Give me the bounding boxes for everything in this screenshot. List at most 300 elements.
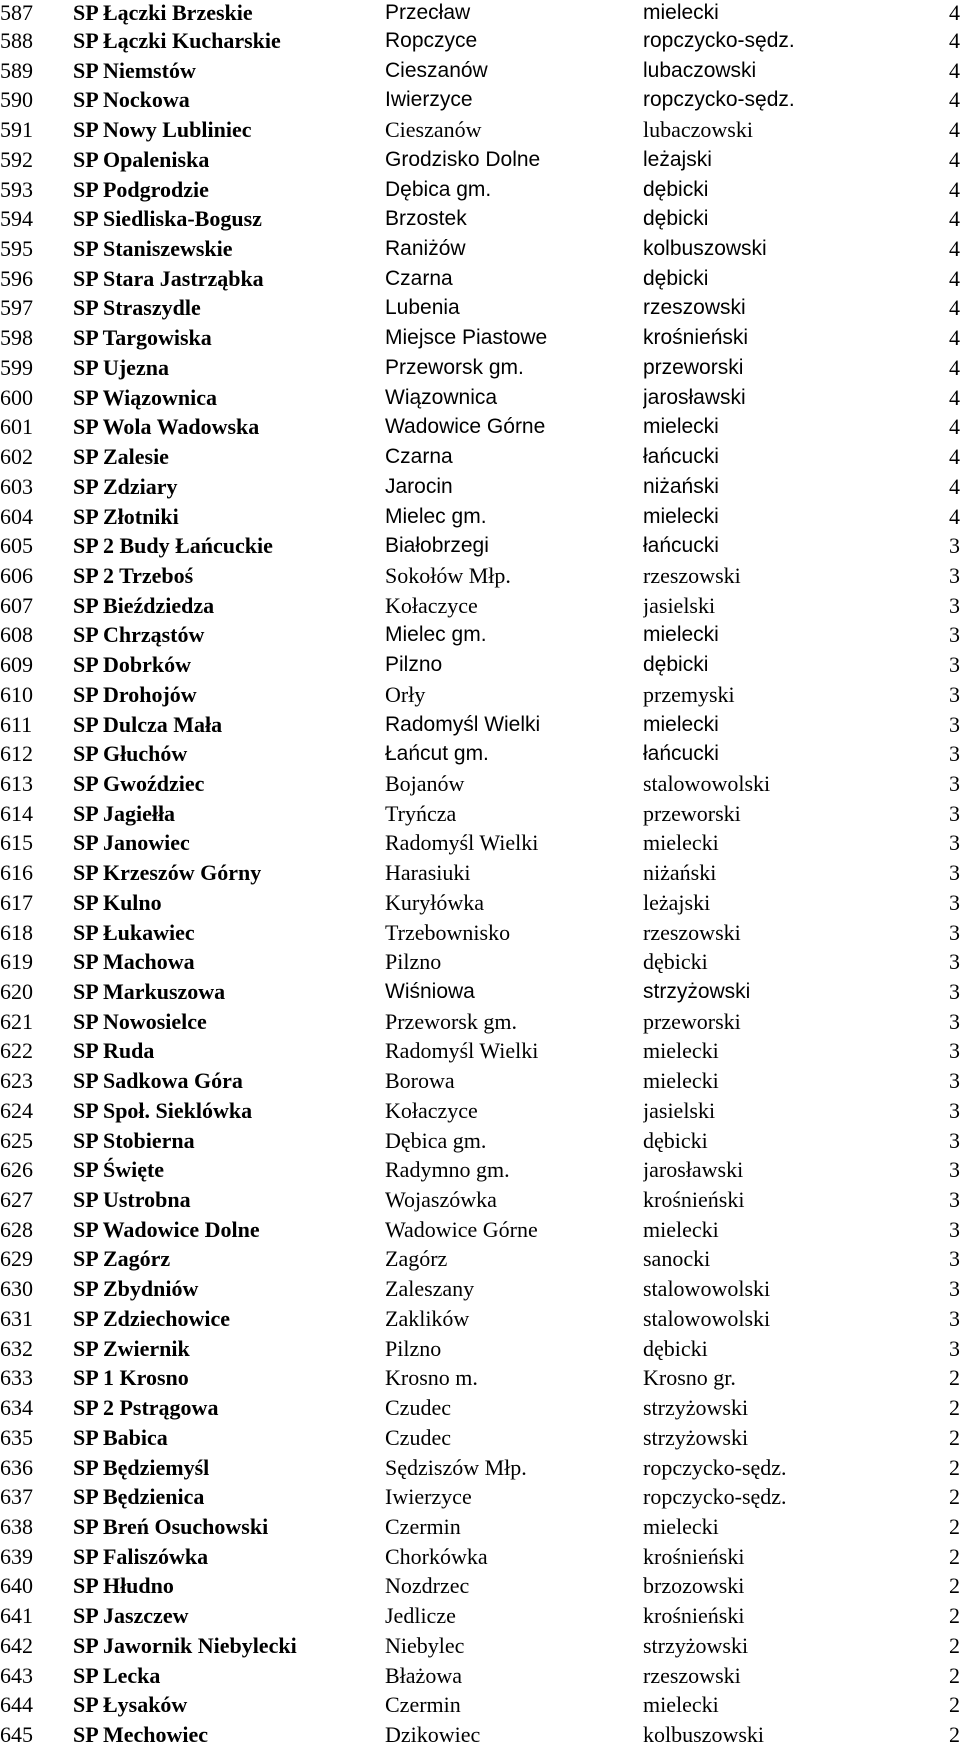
rank-cell: 620 [0,979,33,1004]
rank-cell: 631 [0,1305,33,1331]
gmina-cell: Bojanów [385,770,465,796]
table-row [0,1036,960,1066]
rank-cell: 625 [0,1127,33,1153]
rank-cell: 591 [0,117,33,143]
gmina-cell: Zagórz [385,1246,448,1272]
powiat-cell: kolbuszowski [643,237,767,261]
gmina-cell: Pilzno [385,949,442,975]
powiat-cell: leżajski [643,147,712,171]
powiat-cell: mielecki [643,1692,719,1718]
school-name-cell: SP Stara Jastrząbka [73,265,264,291]
points-cell: 2 [949,1513,960,1539]
points-cell: 3 [949,800,960,826]
powiat-cell: rzeszowski [643,296,746,320]
school-name-cell: SP Opaleniska [73,146,210,172]
powiat-cell: przeworski [643,1008,741,1034]
school-name-cell: SP Wola Wadowska [73,414,260,440]
points-cell: 4 [949,444,960,470]
powiat-cell: ropczycko-sędz. [643,29,795,52]
points-cell: 4 [949,236,960,262]
table-row [0,323,960,353]
powiat-cell: strzyżowski [643,980,751,1003]
points-cell: 2 [949,1543,960,1569]
school-name-cell: SP Ruda [73,1038,155,1064]
powiat-cell: niżański [643,860,717,886]
gmina-cell: Radomyśl Wielki [385,712,541,736]
powiat-cell: przemyski [643,681,735,707]
table-row [0,1393,960,1423]
points-cell: 3 [949,622,960,648]
powiat-cell: przeworski [643,800,741,826]
points-cell: 4 [949,354,960,380]
table-row [0,739,960,769]
powiat-cell: przeworski [643,355,744,379]
powiat-cell: krośnieński [643,1187,745,1213]
powiat-cell: mielecki [643,1,719,24]
points-cell: 3 [949,1157,960,1183]
powiat-cell: dębicki [643,1127,708,1153]
points-cell: 4 [949,414,960,440]
rank-cell: 628 [0,1216,33,1242]
powiat-cell: kolbuszowski [643,1721,764,1747]
table-row [0,769,960,799]
points-cell: 4 [949,503,960,529]
school-name-cell: SP Ustrobna [73,1187,191,1213]
school-name-cell: SP Janowiec [73,830,190,856]
gmina-cell: Raniżów [385,237,466,261]
school-name-cell: SP Głuchów [73,741,188,767]
table-row [0,85,960,115]
school-name-cell: SP Sadkowa Góra [73,1068,243,1094]
points-cell: 2 [949,1692,960,1718]
gmina-cell: Grodzisko Dolne [385,147,541,171]
table-row [0,1096,960,1126]
table-row [0,799,960,829]
rank-cell: 623 [0,1068,33,1094]
powiat-cell: dębicki [643,207,709,231]
school-name-cell: SP Święte [73,1157,165,1183]
school-name-cell: SP Nowosielce [73,1008,207,1034]
table-row [0,1690,960,1720]
table-row [0,1601,960,1631]
table-row [0,204,960,234]
rank-cell: 604 [0,503,33,529]
rank-cell: 634 [0,1395,33,1421]
rank-cell: 593 [0,176,33,202]
table-row [0,353,960,383]
gmina-cell: Wadowice Górne [385,415,546,439]
powiat-cell: leżajski [643,889,711,915]
school-name-cell: SP Machowa [73,949,195,975]
points-cell: 3 [949,1097,960,1123]
points-cell: 4 [949,57,960,83]
school-name-cell: SP Lecka [73,1662,161,1688]
points-cell: 4 [949,87,960,113]
gmina-cell: Jedlicze [385,1603,456,1629]
points-cell: 3 [949,1068,960,1094]
powiat-cell: dębicki [643,949,708,975]
powiat-cell: krośnieński [643,1543,745,1569]
points-cell: 2 [949,1484,960,1510]
rank-cell: 617 [0,889,33,915]
powiat-cell: dębicki [643,177,709,201]
gmina-cell: Chorkówka [385,1543,488,1569]
powiat-cell: lubaczowski [643,58,757,82]
powiat-cell: dębicki [643,266,709,290]
table-row [0,531,960,561]
gmina-cell: Iwierzyce [385,1484,472,1510]
table-row [0,1512,960,1542]
table-row [0,680,960,710]
powiat-cell: ropczycko-sędz. [643,88,795,112]
points-cell: 3 [949,1216,960,1242]
gmina-cell: Wojaszówka [385,1187,497,1213]
powiat-cell: niżański [643,474,719,498]
points-cell: 2 [949,1632,960,1658]
school-name-cell: SP Łysaków [73,1692,188,1718]
gmina-cell: Mielec gm. [385,504,487,528]
school-name-cell: SP Złotniki [73,503,179,529]
gmina-cell: Mielec gm. [385,623,487,647]
table-row [0,888,960,918]
rank-cell: 644 [0,1692,33,1718]
gmina-cell: Czudec [385,1424,451,1450]
powiat-cell: łańcucki [643,534,719,558]
school-name-cell: SP 1 Krosno [73,1365,189,1391]
powiat-cell: sanocki [643,1246,711,1272]
powiat-cell: jasielski [643,1097,716,1123]
points-cell: 2 [949,1662,960,1688]
points-cell: 3 [949,592,960,618]
table-row [0,828,960,858]
powiat-cell: rzeszowski [643,562,741,588]
points-cell: 3 [949,1127,960,1153]
school-name-cell: SP Zalesie [73,444,169,470]
table-row [0,1155,960,1185]
table-row [0,1007,960,1037]
table-row [0,1453,960,1483]
school-name-cell: SP Niemstów [73,57,196,83]
school-name-cell: SP Siedliska-Bogusz [73,206,262,232]
rank-cell: 600 [0,384,33,410]
gmina-cell: Miejsce Piastowe [385,326,548,350]
points-cell: 4 [949,176,960,202]
table-row [0,175,960,205]
points-cell: 3 [949,652,960,678]
table-row [0,234,960,264]
table-row [0,1631,960,1661]
rank-cell: 588 [0,28,33,53]
table-row [0,1661,960,1691]
points-cell: 3 [949,830,960,856]
rank-cell: 615 [0,830,33,856]
gmina-cell: Czudec [385,1395,451,1421]
rank-cell: 610 [0,681,33,707]
rank-cell: 622 [0,1038,33,1064]
powiat-cell: dębicki [643,1335,708,1361]
school-name-cell: SP Dobrków [73,652,191,678]
gmina-cell: Dębica gm. [385,1127,487,1153]
school-name-cell: SP Wadowice Dolne [73,1216,260,1242]
school-name-cell: SP Chrząstów [73,622,205,648]
gmina-cell: Kołaczyce [385,592,478,618]
points-cell: 2 [949,1424,960,1450]
points-cell: 3 [949,1008,960,1034]
gmina-cell: Sędziszów Młp. [385,1454,527,1480]
powiat-cell: brzozowski [643,1573,745,1599]
points-cell: 4 [949,206,960,232]
powiat-cell: krośnieński [643,326,749,350]
gmina-cell: Cieszanów [385,58,488,82]
table-row [0,56,960,86]
powiat-cell: mielecki [643,1216,719,1242]
table-row [0,502,960,532]
rank-cell: 612 [0,741,33,767]
rank-cell: 595 [0,236,33,262]
table-row [0,1542,960,1572]
points-cell: 3 [949,1276,960,1302]
school-name-cell: SP Wiązownica [73,384,218,410]
rank-cell: 587 [0,0,33,25]
table-row [0,977,960,1007]
powiat-cell: Krosno gr. [643,1365,736,1391]
table-row [0,1363,960,1393]
rank-cell: 624 [0,1097,33,1123]
rank-cell: 592 [0,146,33,172]
rank-cell: 637 [0,1484,33,1510]
rank-cell: 616 [0,860,33,886]
school-name-cell: SP Łukawiec [73,919,195,945]
powiat-cell: strzyżowski [643,1632,749,1658]
rank-cell: 635 [0,1424,33,1450]
gmina-cell: Borowa [385,1068,455,1094]
gmina-cell: Cieszanów [385,117,482,143]
table-row [0,591,960,621]
gmina-cell: Błażowa [385,1662,462,1688]
school-name-cell: SP 2 Budy Łańcuckie [73,533,273,559]
gmina-cell: Wiązownica [385,385,498,409]
points-cell: 3 [949,860,960,886]
table-row [0,561,960,591]
points-cell: 2 [949,1365,960,1391]
school-name-cell: SP Targowiska [73,325,212,351]
school-name-cell: SP Breń Osuchowski [73,1513,269,1539]
school-name-cell: SP Bieździedza [73,592,215,618]
school-name-cell: SP Babica [73,1424,168,1450]
gmina-cell: Iwierzyce [385,88,473,112]
table-row [0,1334,960,1364]
school-name-cell: SP Będziemyśl [73,1454,210,1480]
gmina-cell: Dzikowiec [385,1721,481,1747]
rank-cell: 636 [0,1454,33,1480]
gmina-cell: Tryńcza [385,800,457,826]
powiat-cell: mielecki [643,1038,719,1064]
gmina-cell: Czermin [385,1513,461,1539]
school-name-cell: SP Zwiernik [73,1335,190,1361]
rank-cell: 608 [0,622,33,648]
powiat-cell: mielecki [643,712,719,736]
powiat-cell: ropczycko-sędz. [643,1454,787,1480]
rank-cell: 633 [0,1365,33,1391]
rank-cell: 640 [0,1573,33,1599]
powiat-cell: jasielski [643,592,716,618]
school-name-cell: SP Drohojów [73,681,197,707]
rank-cell: 627 [0,1187,33,1213]
points-cell: 3 [949,919,960,945]
school-name-cell: SP Społ. Sieklówka [73,1097,253,1123]
school-name-cell: SP Dulcza Mała [73,711,223,737]
table-row [0,1720,960,1750]
rank-cell: 601 [0,414,33,440]
points-cell: 2 [949,1721,960,1747]
gmina-cell: Wiśniowa [385,980,475,1003]
rank-cell: 614 [0,800,33,826]
table-row [0,710,960,740]
powiat-cell: mielecki [643,1513,719,1539]
school-name-cell: SP 2 Pstrągowa [73,1395,219,1421]
table-row [0,620,960,650]
gmina-cell: Kołaczyce [385,1097,478,1123]
gmina-cell: Czarna [385,445,453,469]
table-row [0,26,960,56]
rank-cell: 602 [0,444,33,470]
powiat-cell: strzyżowski [643,1424,749,1450]
table-row [0,115,960,145]
points-cell: 3 [949,1246,960,1272]
rank-cell: 626 [0,1157,33,1183]
powiat-cell: jarosławski [643,1157,744,1183]
rank-cell: 645 [0,1721,33,1747]
table-row [0,472,960,502]
points-cell: 3 [949,741,960,767]
points-cell: 3 [949,949,960,975]
table-row [0,1482,960,1512]
points-cell: 3 [949,681,960,707]
rank-cell: 611 [0,711,33,737]
rank-cell: 597 [0,295,33,321]
school-name-cell: SP 2 Trzeboś [73,562,194,588]
points-cell: 4 [949,473,960,499]
rank-cell: 607 [0,592,33,618]
rank-cell: 596 [0,265,33,291]
gmina-cell: Kuryłówka [385,889,484,915]
school-name-cell: SP Zagórz [73,1246,171,1272]
school-name-cell: SP Staniszewskie [73,236,233,262]
points-cell: 3 [949,1038,960,1064]
table-row [0,1215,960,1245]
powiat-cell: łańcucki [643,445,719,469]
rank-cell: 598 [0,325,33,351]
points-cell: 3 [949,1335,960,1361]
points-cell: 4 [949,28,960,53]
gmina-cell: Łańcut gm. [385,742,489,766]
points-cell: 3 [949,1305,960,1331]
powiat-cell: stalowowolski [643,1305,771,1331]
rank-cell: 632 [0,1335,33,1361]
school-name-cell: SP Hłudno [73,1573,174,1599]
points-cell: 4 [949,384,960,410]
gmina-cell: Zaklików [385,1305,470,1331]
gmina-cell: Radymno gm. [385,1157,510,1183]
rank-cell: 590 [0,87,33,113]
powiat-cell: stalowowolski [643,1276,771,1302]
rank-cell: 609 [0,652,33,678]
points-cell: 4 [949,0,960,25]
points-cell: 3 [949,889,960,915]
table-row [0,858,960,888]
table-row [0,1571,960,1601]
gmina-cell: Wadowice Górne [385,1216,538,1242]
gmina-cell: Krosno m. [385,1365,478,1391]
school-name-cell: SP Mechowiec [73,1721,209,1747]
rank-cell: 638 [0,1513,33,1539]
powiat-cell: dębicki [643,653,709,677]
points-cell: 2 [949,1395,960,1421]
points-cell: 2 [949,1603,960,1629]
powiat-cell: łańcucki [643,742,719,766]
points-cell: 4 [949,146,960,172]
rank-cell: 630 [0,1276,33,1302]
school-name-cell: SP Kulno [73,889,162,915]
powiat-cell: rzeszowski [643,1662,741,1688]
points-cell: 3 [949,562,960,588]
rank-cell: 613 [0,770,33,796]
school-name-cell: SP Nowy Lubliniec [73,117,252,143]
rank-cell: 618 [0,919,33,945]
gmina-cell: Harasiuki [385,860,471,886]
points-cell: 3 [949,979,960,1004]
gmina-cell: Pilzno [385,653,443,677]
rank-cell: 639 [0,1543,33,1569]
table-row [0,1244,960,1274]
school-name-cell: SP Jaszczew [73,1603,189,1629]
gmina-cell: Czarna [385,266,453,290]
gmina-cell: Białobrzegi [385,534,489,558]
school-name-cell: SP Łączki Kucharskie [73,28,281,53]
rank-cell: 599 [0,354,33,380]
rank-cell: 643 [0,1662,33,1688]
school-name-cell: SP Straszydle [73,295,201,321]
school-name-cell: SP Podgrodzie [73,176,209,202]
school-name-cell: SP Stobierna [73,1127,195,1153]
school-name-cell: SP Ujezna [73,354,169,380]
gmina-cell: Jarocin [385,474,453,498]
table-row [0,650,960,680]
table-row [0,947,960,977]
gmina-cell: Brzostek [385,207,467,231]
rank-cell: 621 [0,1008,33,1034]
powiat-cell: stalowowolski [643,770,771,796]
points-cell: 4 [949,295,960,321]
school-name-cell: SP Będzienica [73,1484,205,1510]
powiat-cell: mielecki [643,504,719,528]
rank-cell: 606 [0,562,33,588]
rank-cell: 619 [0,949,33,975]
gmina-cell: Ropczyce [385,29,478,52]
points-cell: 2 [949,1454,960,1480]
gmina-cell: Nozdrzec [385,1573,470,1599]
table-row [0,293,960,323]
school-name-cell: SP Zbydniów [73,1276,199,1302]
table-row [0,1304,960,1334]
powiat-cell: mielecki [643,623,719,647]
table-row [0,442,960,472]
table-row [0,0,960,26]
gmina-cell: Orły [385,681,426,707]
table-row [0,1274,960,1304]
table-row [0,145,960,175]
rank-cell: 641 [0,1603,33,1629]
